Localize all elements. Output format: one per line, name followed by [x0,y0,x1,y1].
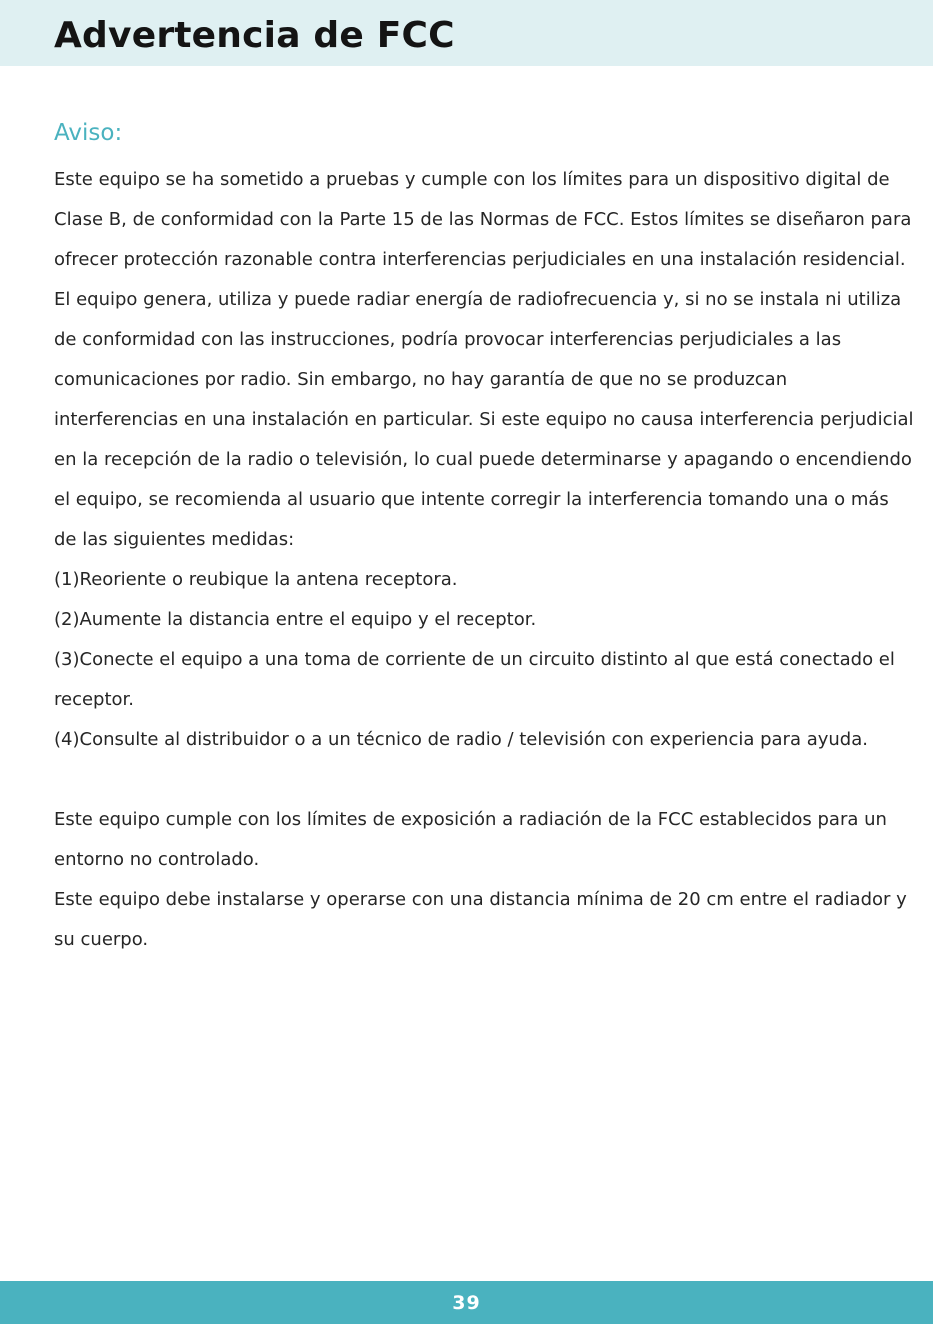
exposure-paragraph: Este equipo cumple con los límites de exposición a radiación de la FCC establecidos para un entorno no controlado. [54,809,887,870]
section-heading: Aviso: [54,120,123,146]
footer-band [0,1281,933,1324]
paragraph-spacer [54,760,914,800]
page-title: Advertencia de FCC [54,15,455,56]
distance-paragraph: Este equipo debe instalarse y operarse con una distancia mínima de 20 cm entre el radiador y su cuerpo. [54,889,907,950]
measure-item-4: (4)Consulte al distribuidor o a un técnico de radio / televisión con experiencia para ayuda. [54,729,868,750]
measure-item-3: (3)Conecte el equipo a una toma de corriente de un circuito distinto al que está conectado el receptor. [54,649,895,710]
header-band [0,0,933,66]
page-number: 39 [452,1291,481,1314]
measure-item-2: (2)Aumente la distancia entre el equipo y el receptor. [54,609,537,630]
body-text [54,160,914,960]
measure-item-1: (1)Reoriente o reubique la antena receptora. [54,569,458,590]
intro-paragraph: Este equipo se ha sometido a pruebas y cumple con los límites para un dispositivo digital de Clase B, de conformidad con la Parte 15 de las Normas de FCC. Estos límites se diseñaron para ofrecer protección razonable contra interferencias perjudiciales en una instalación residencial. El equipo genera, utiliza y puede radiar energía de radiofrecuencia y, si no se instala ni utiliza de conformidad con las instrucciones, podría provocar interferencias perjudiciales a las comunicaciones por radio. Sin embargo, no hay garantía de que no se produzcan interferencias en una instalación en particular. Si este equipo no causa interferencia perjudicial en la recepción de la radio o televisión, lo cual puede determinarse y apagando o encendiendo el equipo, se recomienda al usuario que intente corregir la interferencia tomando una o más de las siguientes medidas: [54,169,914,550]
